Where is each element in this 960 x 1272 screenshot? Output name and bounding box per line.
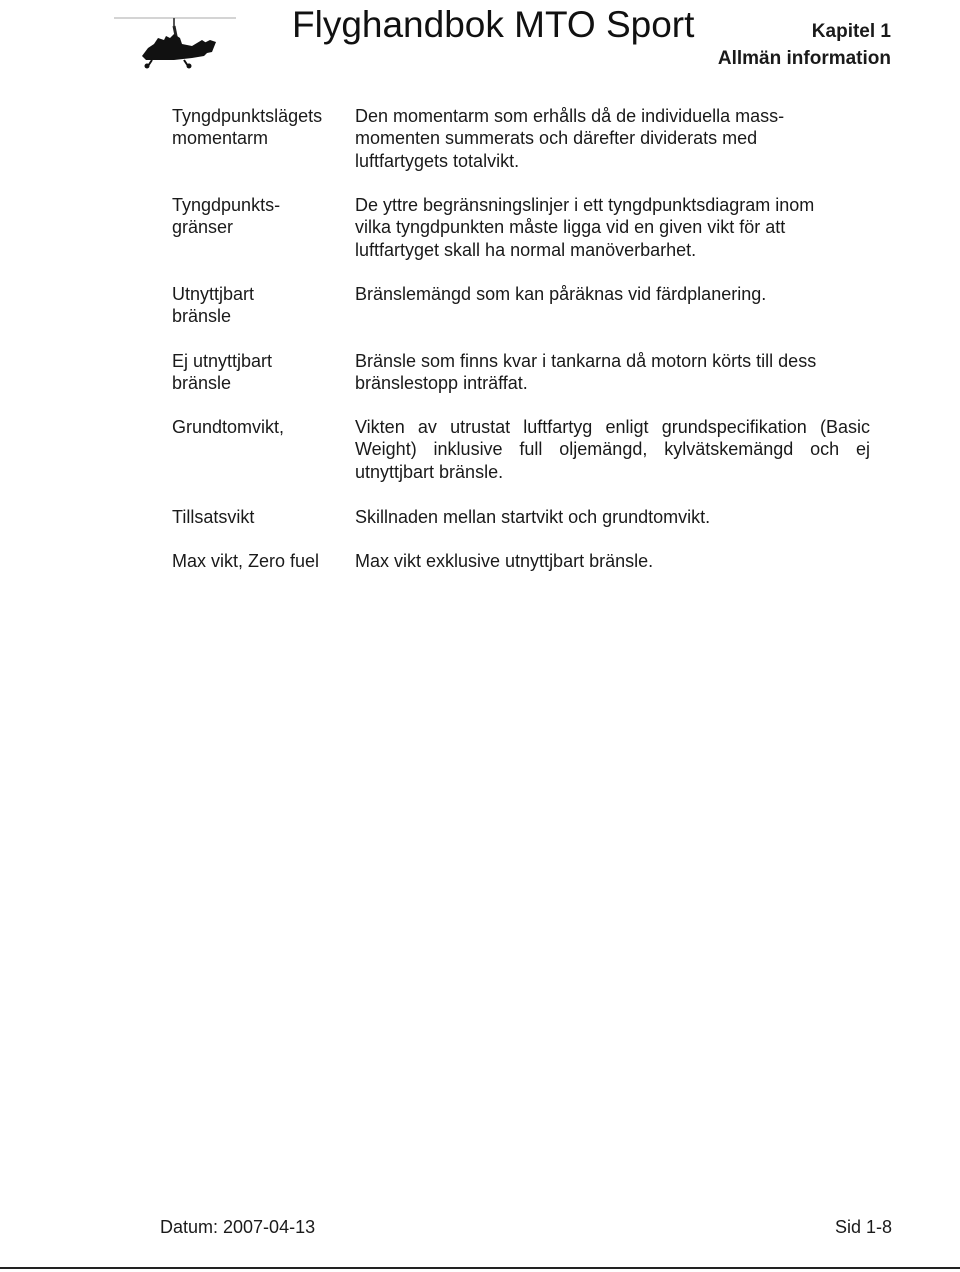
definition-term: Grundtomvikt,: [172, 417, 285, 437]
definition-description: Den momentarm som erhålls då de individuella mass- momenten summerats och därefter dividerats med luftfartygets totalvikt.: [355, 106, 785, 171]
definition-description: Max vikt exklusive utnyttjbart bränsle.: [355, 551, 654, 571]
section-label: Allmän information: [717, 48, 891, 69]
document-title: Flyghandbok MTO Sport: [292, 4, 695, 45]
definition-description: De yttre begränsningslinjer i ett tyngdpunktsdiagram inom vilka tyngdpunkten måste ligga vid en given vikt för att luftfartyget skall ha normal manöverbarhet.: [355, 195, 815, 260]
definition-term: Ej utnyttjbart bränsle: [172, 351, 273, 394]
definition-term: Utnyttjbart bränsle: [172, 284, 255, 327]
chapter-label: Kapitel 1: [811, 21, 891, 42]
footer-date: Datum: 2007-04-13: [160, 1217, 316, 1237]
definition-term: Tillsatsvikt: [172, 507, 255, 527]
definition-description: Bränslemängd som kan påräknas vid färdplanering.: [355, 284, 767, 304]
definition-term: Tyngdpunkts- gränser: [172, 195, 281, 238]
definition-description: Bränsle som finns kvar i tankarna då motorn körts till dess bränslestopp inträffat.: [355, 351, 817, 394]
footer-page-number: Sid 1-8: [834, 1217, 892, 1237]
definition-description: Vikten av utrustat luftfartyg enligt grundspecifikation (Basic Weight) inklusive full oljemängd, kylvätskemängd och ej utnyttjbart bränsle.: [355, 417, 870, 482]
footer-divider: [0, 1267, 960, 1269]
gyrocopter-logo-icon: [112, 4, 238, 70]
definition-term: Tyngdpunktslägets momentarm: [172, 106, 323, 149]
definition-description: Skillnaden mellan startvikt och grundtomvikt.: [355, 507, 711, 527]
definition-term: Max vikt, Zero fuel: [172, 551, 320, 571]
